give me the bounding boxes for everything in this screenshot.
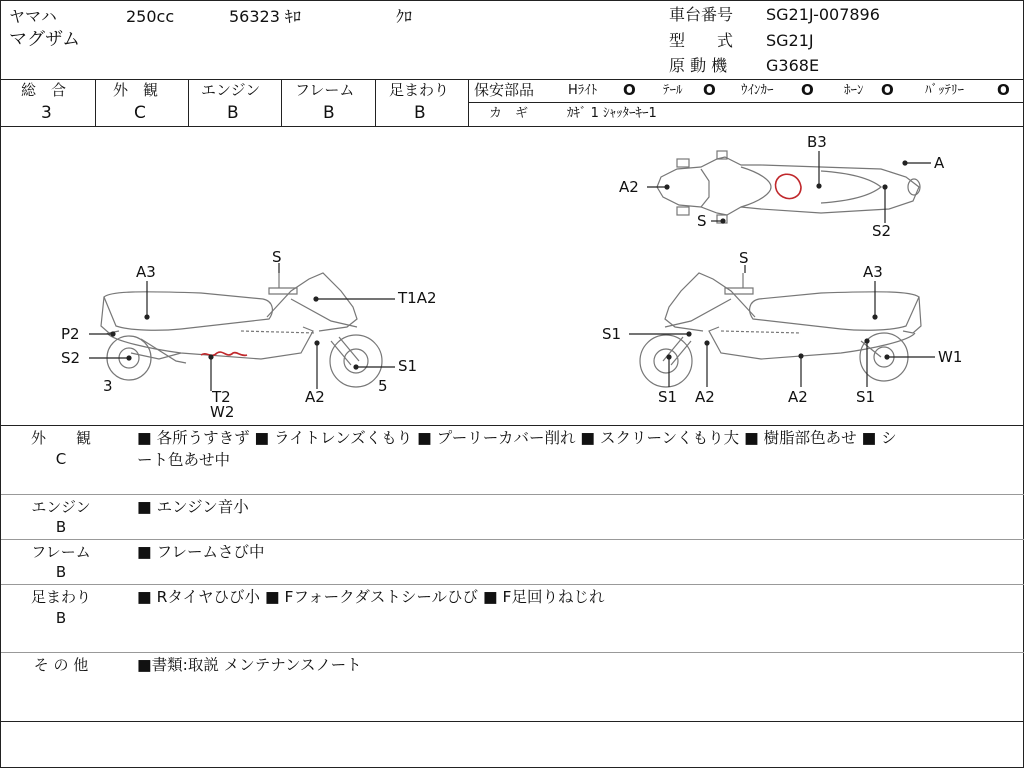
- remark-other-text: ■書類:取説 メンテナンスノート: [137, 656, 362, 674]
- remark-engine-grade: B: [55, 518, 67, 536]
- label-top-a2: A2: [619, 178, 639, 196]
- exterior-grade-label: 外 観: [113, 81, 159, 99]
- remark-exterior-grade: C: [55, 450, 67, 468]
- right-side-scooter-drawing: [640, 273, 921, 387]
- red-circle-mark: [776, 174, 801, 198]
- label-left-t2: T2: [212, 388, 231, 406]
- color: ｸﾛ: [396, 7, 413, 26]
- remark-suspension-label: 足まわり: [30, 588, 91, 606]
- label-right-a2-bottom-left: A2: [695, 388, 715, 406]
- divider: [1, 539, 1024, 540]
- key-label: カ ギ: [489, 106, 529, 121]
- taillight-label: ﾃｰﾙ: [663, 83, 683, 98]
- winker-mark: O: [801, 81, 814, 99]
- left-side-scooter-drawing: [101, 273, 382, 387]
- frame-grade: B: [323, 103, 335, 123]
- label-left-s: S: [272, 248, 282, 266]
- suspension-grade-label: 足まわり: [389, 81, 450, 99]
- label-right-s: S: [739, 249, 749, 267]
- frame-no-label: 車台番号: [669, 5, 734, 24]
- type-label: 型 式: [669, 31, 734, 50]
- battery-label: ﾊﾞｯﾃﾘｰ: [925, 83, 964, 98]
- divider: [1, 425, 1024, 426]
- remark-exterior-label: 外 観: [30, 429, 91, 447]
- label-left-a2: A2: [305, 388, 325, 406]
- divider: [1, 652, 1024, 653]
- label-right-s1-bottom-left: S1: [658, 388, 678, 406]
- label-top-b3: B3: [807, 133, 827, 151]
- label-right-s1-bottom-right: S1: [856, 388, 876, 406]
- model-name: マグザム: [9, 29, 81, 50]
- remark-engine-text: ■ エンジン音小: [137, 498, 249, 516]
- label-left-5: 5: [378, 377, 388, 395]
- label-left-t1a2: T1A2: [398, 289, 437, 307]
- label-top-s2: S2: [872, 222, 892, 240]
- engine-grade-label: エンジン: [201, 81, 261, 99]
- horn-label: ﾎｰﾝ: [844, 83, 864, 98]
- mileage: 56323 ｷﾛ: [229, 7, 301, 26]
- frame-grade-label: フレーム: [295, 81, 355, 99]
- label-right-w1: W1: [938, 348, 963, 366]
- label-left-s1: S1: [398, 357, 418, 375]
- overall-grade: 3: [41, 103, 52, 123]
- remark-suspension-text: ■ Rタイヤひび小 ■ Fフォークダストシールひび ■ F足回りねじれ: [137, 588, 605, 606]
- label-left-p2: P2: [61, 325, 80, 343]
- engine-model: G368E: [766, 56, 820, 75]
- horn-mark: O: [881, 81, 894, 99]
- divider: [1, 584, 1024, 585]
- remark-frame-grade: B: [55, 563, 67, 581]
- battery-mark: O: [997, 81, 1010, 99]
- remark-exterior-line2: ート色あせ中: [137, 451, 231, 469]
- maker: ヤマハ: [9, 7, 57, 26]
- remark-frame-label: フレーム: [31, 543, 91, 561]
- taillight-mark: O: [703, 81, 716, 99]
- headlight-mark: O: [623, 81, 636, 99]
- divider: [1, 494, 1024, 495]
- red-scratch-mark: [201, 352, 247, 355]
- label-top-s: S: [697, 212, 707, 230]
- headlight-label: Hﾗｲﾄ: [568, 83, 598, 98]
- overall-label: 総 合: [21, 81, 67, 99]
- remark-suspension-grade: B: [55, 609, 67, 627]
- divider: [1, 721, 1024, 722]
- key-value: ｶｷﾞ 1 ｼｬｯﾀｰｷｰ1: [567, 106, 657, 121]
- label-left-a3: A3: [136, 263, 156, 281]
- label-right-a3: A3: [863, 263, 883, 281]
- label-left-s2: S2: [61, 349, 81, 367]
- remark-engine-label: エンジン: [31, 498, 91, 516]
- exterior-grade: C: [134, 103, 146, 123]
- label-left-w2: W2: [210, 403, 235, 421]
- remark-exterior-line1: ■ 各所うすきず ■ ライトレンズくもり ■ プーリーカバー削れ ■ スクリーンくもり大 ■ 樹脂部色あせ ■ シ: [137, 429, 897, 447]
- remark-frame-text: ■ フレームさび中: [137, 543, 265, 561]
- label-right-s1-left: S1: [602, 325, 622, 343]
- label-top-a: A: [934, 154, 945, 172]
- suspension-grade: B: [414, 103, 426, 123]
- engine-model-label: 原 動 機: [669, 56, 728, 75]
- remark-other-label: そ の 他: [33, 656, 89, 674]
- type-value: SG21J: [766, 31, 814, 50]
- winker-label: ｳｲﾝｶｰ: [741, 83, 774, 98]
- frame-no: SG21J-007896: [766, 5, 880, 24]
- label-right-a2-bottom-mid: A2: [788, 388, 808, 406]
- displacement: 250cc: [126, 7, 175, 26]
- label-left-3: 3: [103, 377, 113, 395]
- safety-label: 保安部品: [474, 81, 535, 99]
- engine-grade: B: [227, 103, 239, 123]
